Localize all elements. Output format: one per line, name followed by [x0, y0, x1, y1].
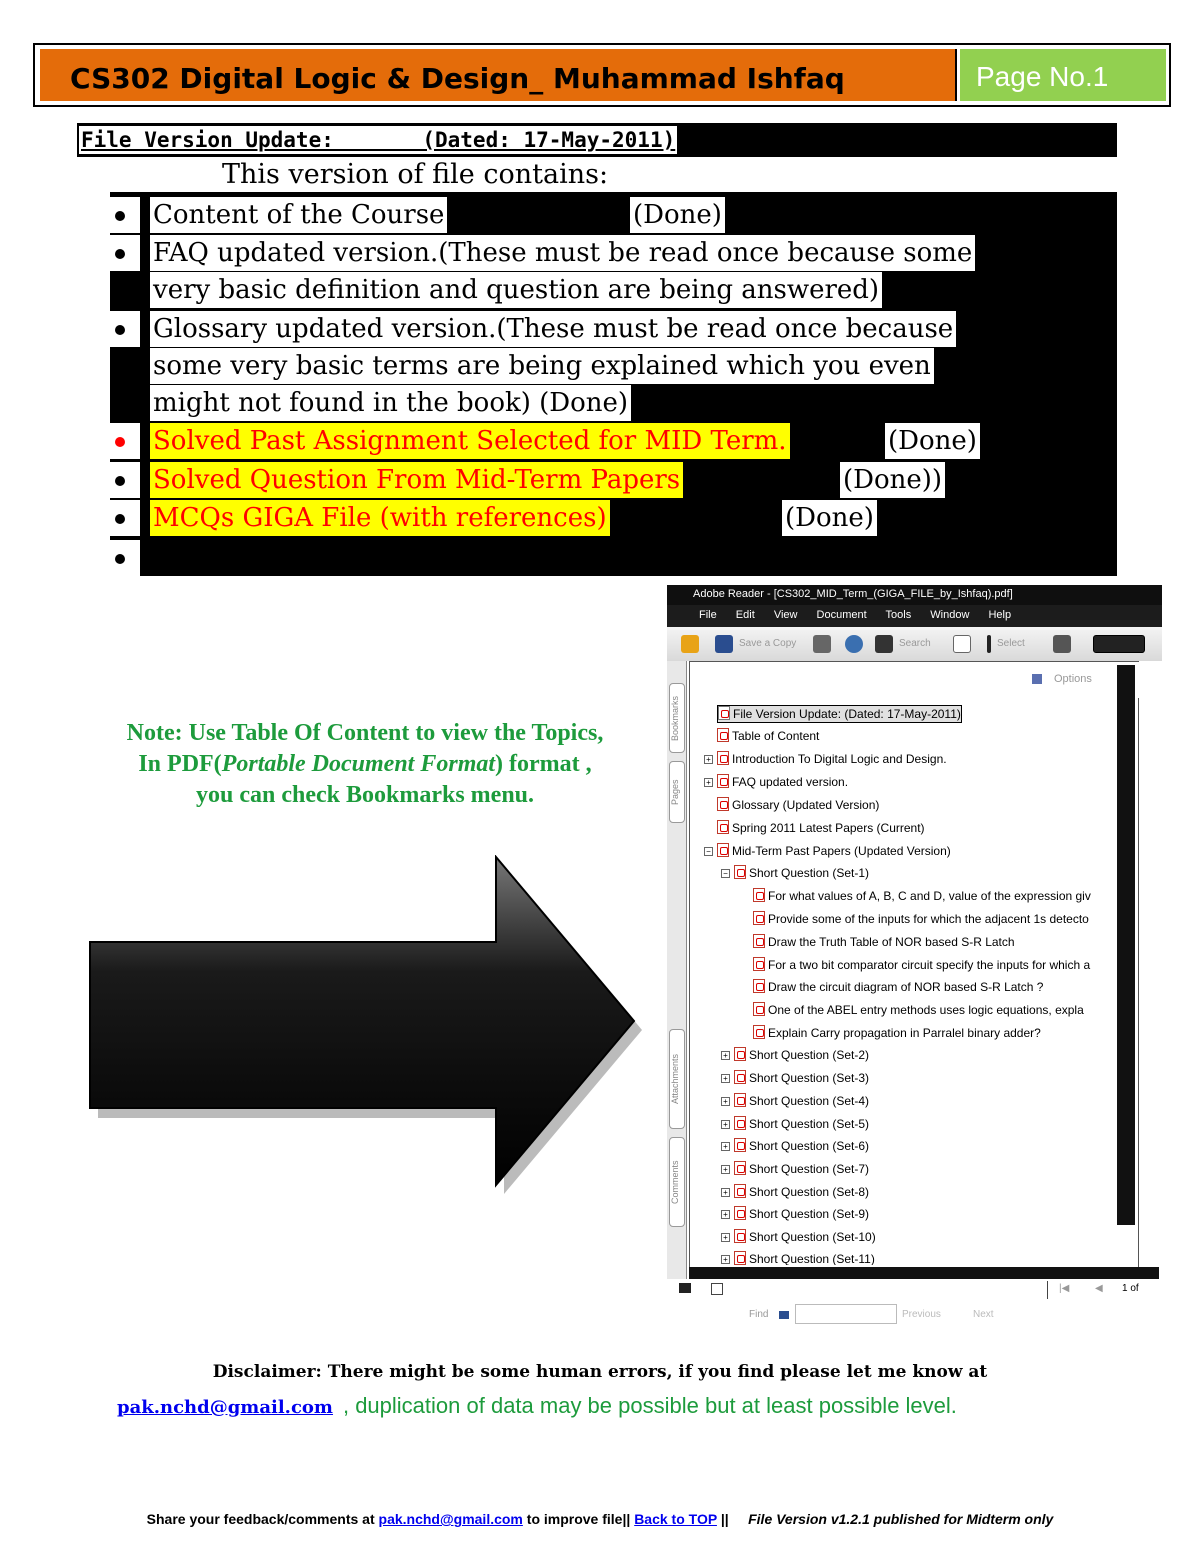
bookmark-item[interactable]: Glossary (Updated Version)	[717, 797, 879, 813]
zoom-in-icon[interactable]	[1093, 635, 1145, 653]
find-previous-button[interactable]: Previous	[902, 1309, 941, 1320]
bookmark-item[interactable]: + Short Question (Set-9)	[721, 1206, 869, 1222]
bookmark-item[interactable]: + Short Question (Set-8)	[721, 1184, 869, 1200]
bookmark-item[interactable]: + Short Question (Set-7)	[721, 1161, 869, 1177]
footer-separator: ||	[716, 1511, 749, 1527]
menu-view[interactable]: View	[773, 609, 798, 621]
navigation-tabs	[667, 661, 687, 1279]
tab-pages[interactable]: Pages	[669, 761, 685, 823]
collapse-icon[interactable]: −	[704, 847, 713, 856]
find-input[interactable]	[795, 1304, 897, 1324]
pdf-icon	[734, 1116, 746, 1130]
disclaimer-line: Disclaimer: There might be some human errors, if you find please let me know at	[212, 1362, 988, 1382]
horizontal-scrollbar[interactable]	[689, 1267, 1159, 1279]
binoculars-icon[interactable]	[875, 635, 893, 653]
footer-text: to improve file||	[522, 1511, 635, 1527]
select-tool-icon[interactable]	[987, 635, 991, 653]
expand-icon[interactable]: +	[704, 755, 713, 764]
reader-screenshot	[667, 585, 1162, 1335]
pdf-icon	[753, 957, 765, 971]
pdf-icon	[734, 1161, 746, 1175]
menu-help[interactable]: Help	[988, 609, 1012, 621]
bookmark-item[interactable]: Spring 2011 Latest Papers (Current)	[717, 820, 925, 836]
menu-tools[interactable]: Tools	[885, 609, 912, 621]
options-icon	[1032, 674, 1042, 684]
bookmark-item[interactable]: − Short Question (Set-1)	[721, 865, 869, 881]
item-status: (Done))	[840, 462, 945, 498]
pdf-icon	[717, 774, 729, 788]
expand-icon[interactable]: +	[721, 1120, 730, 1129]
bullet-icon	[115, 514, 125, 524]
file-version-label: File Version Update: (Dated: 17-May-2011)	[81, 128, 676, 152]
tab-bookmarks[interactable]: Bookmarks	[669, 683, 685, 753]
find-icon[interactable]	[779, 1311, 789, 1319]
pdf-icon	[734, 1229, 746, 1243]
search-button[interactable]: Search	[899, 638, 931, 649]
page-icon	[718, 706, 730, 720]
bookmark-item[interactable]: File Version Update: (Dated: 17-May-2011)	[717, 705, 962, 723]
item-text: MCQs GIGA File (with references)	[150, 500, 610, 536]
item-text: Content of the Course	[150, 197, 447, 233]
expand-icon[interactable]: +	[704, 778, 713, 787]
collapse-icon[interactable]: −	[721, 869, 730, 878]
tab-comments[interactable]: Comments	[669, 1137, 685, 1227]
bookmark-item[interactable]: + Short Question (Set-4)	[721, 1093, 869, 1109]
footer-text: Share your feedback/comments at	[146, 1511, 379, 1527]
monitor-icon[interactable]	[679, 1283, 691, 1293]
find-next-button[interactable]: Next	[973, 1309, 994, 1320]
note-line: Note: Use Table Of Content to view the Topics,	[126, 720, 604, 746]
item-status: (Done)	[885, 423, 980, 459]
expand-icon[interactable]: +	[721, 1051, 730, 1060]
bullet-icon	[115, 211, 125, 221]
menu-file[interactable]: File	[699, 609, 717, 621]
bookmark-item[interactable]: Explain Carry propagation in Parralel binary adder?	[753, 1025, 1041, 1041]
find-label: Find	[749, 1309, 769, 1320]
expand-icon[interactable]: +	[721, 1097, 730, 1106]
pdf-icon	[734, 1206, 746, 1220]
bullet-icon	[115, 554, 125, 564]
page-layout-icon[interactable]	[711, 1283, 723, 1295]
menu-document[interactable]: Document	[816, 609, 867, 621]
bookmark-item[interactable]: Draw the Truth Table of NOR based S-R Latch	[753, 934, 1015, 950]
expand-icon[interactable]: +	[721, 1188, 730, 1197]
previous-page-icon[interactable]: ◀	[1095, 1283, 1103, 1294]
pdf-icon	[734, 1251, 746, 1265]
back-to-top-link[interactable]: Back to TOP	[634, 1511, 717, 1527]
menu-edit[interactable]: Edit	[735, 609, 755, 621]
disclaimer-email-link[interactable]: pak.nchd@gmail.com	[117, 1397, 333, 1418]
expand-icon[interactable]: +	[721, 1210, 730, 1219]
item-text: some very basic terms are being explained which you even	[150, 348, 934, 384]
snapshot-icon[interactable]	[1053, 635, 1071, 653]
hand-tool-icon[interactable]	[953, 635, 971, 653]
note-text	[70, 718, 660, 811]
item-text: Solved Question From Mid-Term Papers	[150, 462, 683, 498]
item-text: very basic definition and question are being answered)	[150, 272, 882, 308]
pdf-icon	[717, 728, 729, 742]
bookmark-item[interactable]: For what values of A, B, C and D, value of the expression giv	[753, 888, 1091, 904]
pdf-icon	[717, 843, 729, 857]
open-icon[interactable]	[681, 635, 699, 653]
disclaimer-line2	[117, 1393, 957, 1419]
bullet-icon	[115, 325, 125, 335]
pdf-icon	[717, 797, 729, 811]
disclaimer-text: , duplication of data may be possible but at least possible level.	[342, 1393, 957, 1418]
bookmark-item[interactable]: + Short Question (Set-5)	[721, 1116, 869, 1132]
item-status: (Done)	[630, 197, 725, 233]
page-footer	[0, 1511, 1200, 1527]
pdf-icon	[717, 751, 729, 765]
expand-icon[interactable]: +	[721, 1165, 730, 1174]
bookmark-item[interactable]: For a two bit comparator circuit specify the inputs for which a	[753, 957, 1090, 973]
save-copy-button[interactable]: Save a Copy	[739, 638, 797, 649]
document-title: CS302 Digital Logic & Design_ Muhammad Ishfaq	[40, 49, 957, 101]
bullet-icon	[115, 437, 125, 447]
bookmark-item[interactable]: + Introduction To Digital Logic and Design.	[704, 751, 947, 767]
expand-icon[interactable]: +	[721, 1142, 730, 1151]
menu-window[interactable]: Window	[930, 609, 970, 621]
pdf-icon	[734, 1184, 746, 1198]
select-button[interactable]: Select	[997, 638, 1025, 649]
pdf-icon	[753, 934, 765, 948]
page-indicator: 1 of	[1122, 1283, 1139, 1294]
expand-icon[interactable]: +	[721, 1255, 730, 1264]
options-button[interactable]: Options	[1054, 673, 1092, 685]
item-status: (Done)	[782, 500, 877, 536]
item-text: FAQ updated version.(These must be read once because some	[150, 235, 975, 271]
pdf-icon	[753, 911, 765, 925]
vertical-scrollbar[interactable]	[1117, 665, 1135, 1225]
bookmark-item[interactable]: + Short Question (Set-3)	[721, 1070, 869, 1086]
bookmarks-header	[690, 662, 1140, 698]
bookmark-item[interactable]: One of the ABEL entry methods uses logic equations, expla	[753, 1002, 1084, 1018]
page-header	[33, 43, 1171, 107]
pdf-icon	[734, 865, 746, 879]
bullet-icon	[115, 249, 125, 259]
right-arrow-icon	[88, 855, 648, 1195]
pdf-icon	[753, 979, 765, 993]
pdf-icon	[717, 820, 729, 834]
email-icon[interactable]	[845, 635, 863, 653]
bookmark-item[interactable]: Table of Content	[717, 728, 819, 744]
bullet-icon	[115, 476, 125, 486]
pdf-icon	[734, 1138, 746, 1152]
menu-bar	[667, 605, 1162, 627]
footer-email-link[interactable]: pak.nchd@gmail.com	[378, 1511, 523, 1527]
bookmark-item[interactable]: + Short Question (Set-6)	[721, 1138, 869, 1154]
first-page-icon[interactable]: |◀	[1059, 1283, 1070, 1294]
pdf-icon	[753, 1025, 765, 1039]
page-number: Page No.1	[960, 49, 1166, 101]
pdf-icon	[734, 1070, 746, 1084]
item-text: Glossary updated version.(These must be read once because	[150, 311, 956, 347]
expand-icon[interactable]: +	[721, 1074, 730, 1083]
toolbar	[667, 627, 1162, 661]
pdf-icon	[753, 1002, 765, 1016]
contains-heading: This version of file contains:	[218, 158, 612, 192]
bookmark-item[interactable]: + Short Question (Set-11)	[721, 1251, 875, 1265]
bookmark-item[interactable]: + FAQ updated version.	[704, 774, 848, 790]
item-text: Solved Past Assignment Selected for MID Term.	[150, 423, 790, 459]
tab-attachments[interactable]: Attachments	[669, 1029, 685, 1129]
bookmark-item[interactable]: Provide some of the inputs for which the adjacent 1s detecto	[753, 911, 1089, 927]
bookmark-item[interactable]: − Mid-Term Past Papers (Updated Version)	[704, 843, 951, 859]
pdf-icon	[734, 1047, 746, 1061]
item-text: might not found in the book) (Done)	[150, 385, 631, 421]
bookmark-item[interactable]: + Short Question (Set-2)	[721, 1047, 869, 1063]
window-title: Adobe Reader - [CS302_MID_Term_(GIGA_FILE_by_Ishfaq).pdf]	[667, 585, 1162, 605]
reader-status-bar	[667, 1279, 1162, 1335]
expand-icon[interactable]: +	[721, 1233, 730, 1242]
print-icon[interactable]	[813, 635, 831, 653]
save-icon[interactable]	[715, 635, 733, 653]
pdf-icon	[753, 888, 765, 902]
bookmark-item[interactable]: Draw the circuit diagram of NOR based S-R Latch ?	[753, 979, 1043, 995]
pdf-icon	[734, 1093, 746, 1107]
bookmark-item[interactable]: + Short Question (Set-10)	[721, 1229, 876, 1245]
footer-version: File Version v1.2.1 published for Midterm only	[748, 1511, 1054, 1527]
note-line: you can check Bookmarks menu.	[195, 782, 535, 808]
note-line: In PDF(Portable Document Format) format ,	[138, 751, 592, 777]
